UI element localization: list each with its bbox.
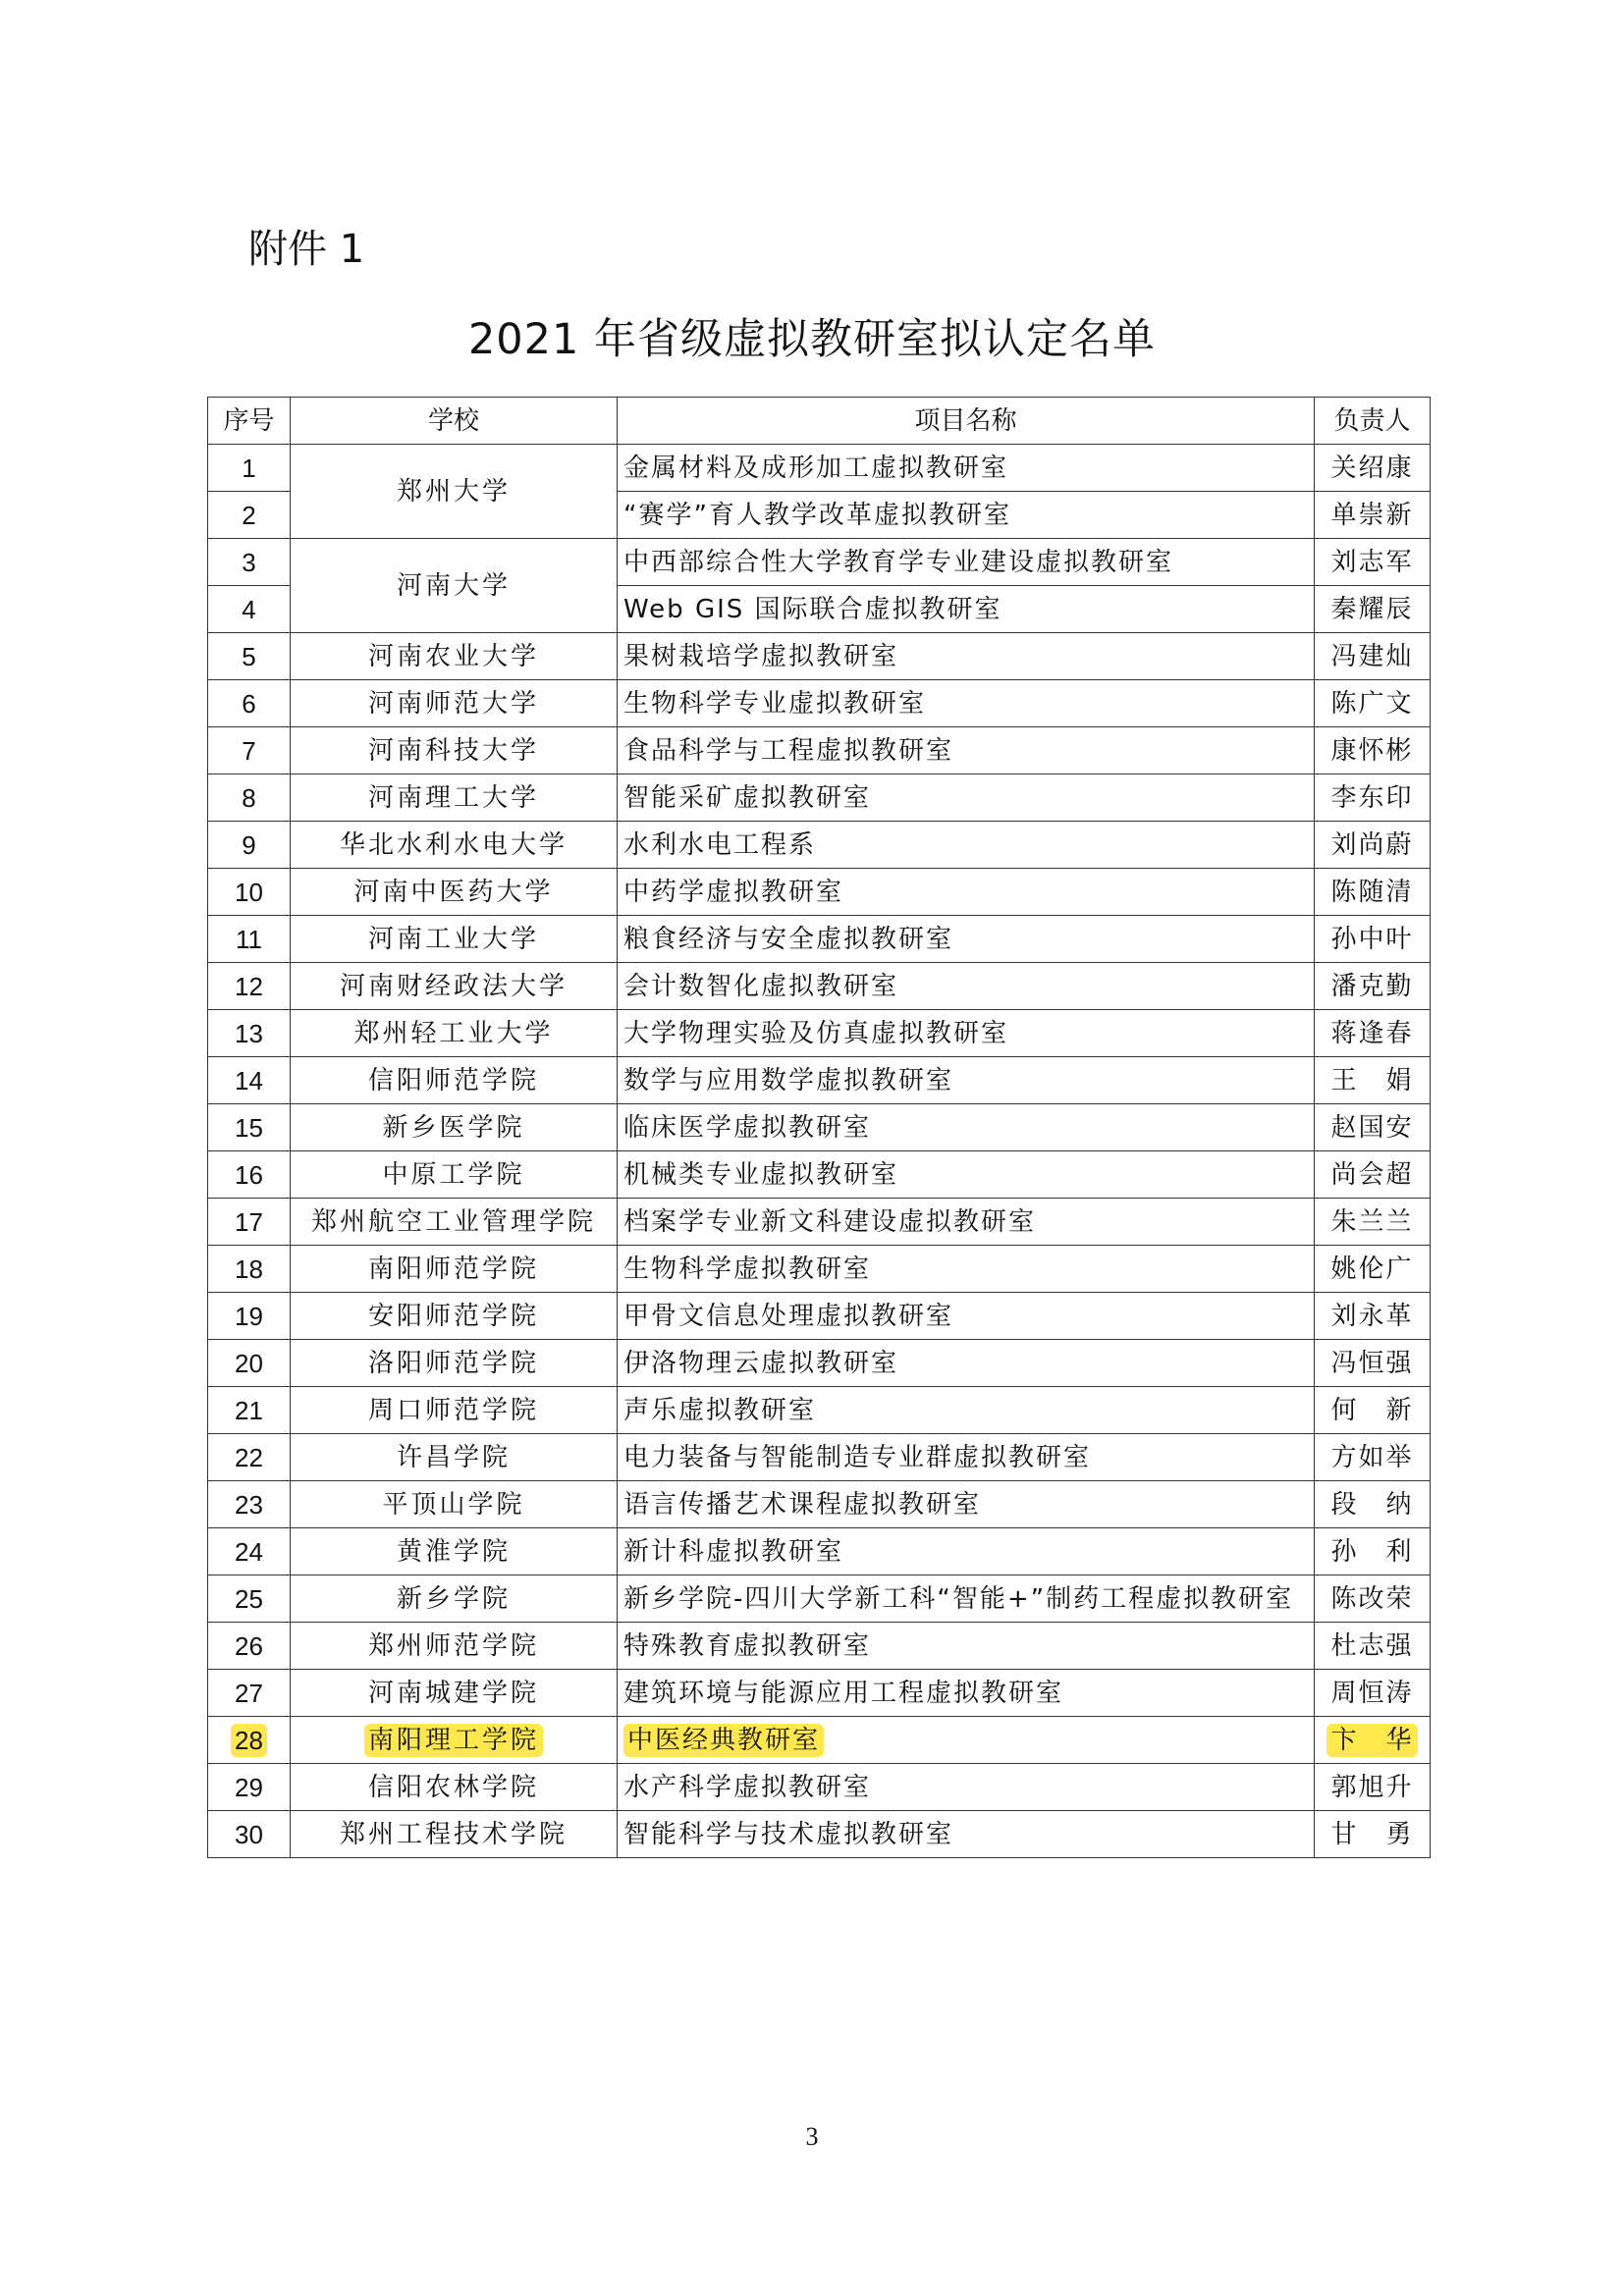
- table-row: [208, 1293, 1431, 1340]
- table-row: [208, 1670, 1431, 1717]
- project-name-cell: 新乡学院-四川大学新工科“智能+”制药工程虚拟教研室: [618, 1575, 1315, 1623]
- attachment-label: 附件 1: [248, 227, 365, 272]
- school-cell: 河南中医药大学: [291, 869, 618, 916]
- table-row: [208, 1528, 1431, 1575]
- project-name-cell: 果树栽培学虚拟教研室: [618, 633, 1315, 680]
- leader-cell: 刘尚蔚: [1315, 822, 1431, 869]
- serial-number-cell: 4: [208, 586, 291, 633]
- table-row: [208, 1340, 1431, 1387]
- serial-number-cell: 22: [208, 1434, 291, 1481]
- serial-number-cell: 2: [208, 492, 291, 539]
- serial-number-cell: 21: [208, 1387, 291, 1434]
- project-name-cell: 生物科学虚拟教研室: [618, 1246, 1315, 1293]
- leader-cell: 段 纳: [1315, 1481, 1431, 1528]
- table-row: [208, 633, 1431, 680]
- school-cell: 郑州师范学院: [291, 1623, 618, 1670]
- table-row: [208, 1481, 1431, 1528]
- serial-number-cell: 1: [208, 445, 291, 492]
- leader-cell: [1315, 1717, 1431, 1764]
- school-cell: [291, 1717, 618, 1764]
- project-name-cell: 甲骨文信息处理虚拟教研室: [618, 1293, 1315, 1340]
- project-name-cell: 水利水电工程系: [618, 822, 1315, 869]
- table-header-row: [208, 398, 1431, 445]
- project-name-cell: 中药学虚拟教研室: [618, 869, 1315, 916]
- highlight-mark: 卞 华: [1326, 1724, 1417, 1757]
- document-title: 2021 年省级虚拟教研室拟认定名单: [467, 315, 1157, 364]
- table-row: [208, 1717, 1431, 1764]
- table-row: [208, 727, 1431, 774]
- highlight-mark: 中医经典教研室: [623, 1724, 824, 1757]
- leader-cell: 赵国安: [1315, 1104, 1431, 1151]
- serial-number-cell: 6: [208, 680, 291, 727]
- project-name-cell: 金属材料及成形加工虚拟教研室: [618, 445, 1315, 492]
- leader-cell: 康怀彬: [1315, 727, 1431, 774]
- project-name-cell: 大学物理实验及仿真虚拟教研室: [618, 1010, 1315, 1057]
- serial-number-cell: 8: [208, 774, 291, 822]
- table-row: [208, 1246, 1431, 1293]
- serial-number-cell: 10: [208, 869, 291, 916]
- project-name-cell: [618, 1717, 1315, 1764]
- school-cell: 河南科技大学: [291, 727, 618, 774]
- leader-cell: 郭旭升: [1315, 1764, 1431, 1811]
- leader-cell: 朱兰兰: [1315, 1199, 1431, 1246]
- school-cell: 平顶山学院: [291, 1481, 618, 1528]
- highlight-mark: 南阳理工学院: [364, 1724, 543, 1757]
- leader-cell: 潘克勤: [1315, 963, 1431, 1010]
- project-name-cell: 语言传播艺术课程虚拟教研室: [618, 1481, 1315, 1528]
- project-name-cell: 伊洛物理云虚拟教研室: [618, 1340, 1315, 1387]
- school-cell: 周口师范学院: [291, 1387, 618, 1434]
- serial-number-cell: 19: [208, 1293, 291, 1340]
- serial-number-cell: 26: [208, 1623, 291, 1670]
- header-leader: 负责人: [1315, 398, 1431, 445]
- leader-cell: 何 新: [1315, 1387, 1431, 1434]
- school-cell: 华北水利水电大学: [291, 822, 618, 869]
- serial-number-cell: 23: [208, 1481, 291, 1528]
- table-row: [208, 1764, 1431, 1811]
- school-cell: 郑州工程技术学院: [291, 1811, 618, 1858]
- leader-cell: 陈广文: [1315, 680, 1431, 727]
- serial-number-cell: 9: [208, 822, 291, 869]
- project-name-cell: Web GIS 国际联合虚拟教研室: [618, 586, 1315, 633]
- serial-number-cell: 11: [208, 916, 291, 963]
- serial-number-cell: 25: [208, 1575, 291, 1623]
- project-name-cell: 电力装备与智能制造专业群虚拟教研室: [618, 1434, 1315, 1481]
- serial-number-cell: 14: [208, 1057, 291, 1104]
- project-name-cell: “赛学”育人教学改革虚拟教研室: [618, 492, 1315, 539]
- project-name-cell: 特殊教育虚拟教研室: [618, 1623, 1315, 1670]
- leader-cell: 尚会超: [1315, 1151, 1431, 1199]
- project-name-cell: 智能采矿虚拟教研室: [618, 774, 1315, 822]
- leader-cell: 蒋逢春: [1315, 1010, 1431, 1057]
- table-row: [208, 822, 1431, 869]
- leader-cell: 李东印: [1315, 774, 1431, 822]
- table-row: [208, 539, 1431, 586]
- serial-number-cell: 24: [208, 1528, 291, 1575]
- table-row: [208, 445, 1431, 492]
- table-row: [208, 1057, 1431, 1104]
- leader-cell: 冯建灿: [1315, 633, 1431, 680]
- school-cell: 河南农业大学: [291, 633, 618, 680]
- page-number: 3: [805, 2122, 819, 2151]
- serial-number-cell: 17: [208, 1199, 291, 1246]
- serial-number-cell: 3: [208, 539, 291, 586]
- school-cell: 安阳师范学院: [291, 1293, 618, 1340]
- table-row: [208, 1104, 1431, 1151]
- table-row: [208, 1199, 1431, 1246]
- header-serial-number: 序号: [208, 398, 291, 445]
- project-name-cell: 粮食经济与安全虚拟教研室: [618, 916, 1315, 963]
- serial-number-cell: 29: [208, 1764, 291, 1811]
- serial-number-cell: 30: [208, 1811, 291, 1858]
- school-cell: 新乡医学院: [291, 1104, 618, 1151]
- table-row: [208, 916, 1431, 963]
- school-cell: 河南财经政法大学: [291, 963, 618, 1010]
- serial-number-cell: 27: [208, 1670, 291, 1717]
- table-row: [208, 1434, 1431, 1481]
- serial-number-cell: [208, 1717, 291, 1764]
- table-row: [208, 1010, 1431, 1057]
- project-name-cell: 临床医学虚拟教研室: [618, 1104, 1315, 1151]
- leader-cell: 周恒涛: [1315, 1670, 1431, 1717]
- leader-cell: 王 娟: [1315, 1057, 1431, 1104]
- serial-number-cell: 18: [208, 1246, 291, 1293]
- highlight-mark: 28: [231, 1724, 267, 1757]
- project-name-cell: 建筑环境与能源应用工程虚拟教研室: [618, 1670, 1315, 1717]
- serial-number-cell: 5: [208, 633, 291, 680]
- header-project-name: 项目名称: [618, 398, 1315, 445]
- school-cell: 郑州轻工业大学: [291, 1010, 618, 1057]
- school-cell: 郑州航空工业管理学院: [291, 1199, 618, 1246]
- leader-cell: 冯恒强: [1315, 1340, 1431, 1387]
- school-cell: 河南工业大学: [291, 916, 618, 963]
- school-cell: 洛阳师范学院: [291, 1340, 618, 1387]
- leader-cell: 单崇新: [1315, 492, 1431, 539]
- school-cell: 河南城建学院: [291, 1670, 618, 1717]
- leader-cell: 陈改荣: [1315, 1575, 1431, 1623]
- leader-cell: 陈随清: [1315, 869, 1431, 916]
- school-cell: 郑州大学: [291, 445, 618, 539]
- school-cell: 河南大学: [291, 539, 618, 633]
- table-body: [208, 445, 1431, 1858]
- leader-cell: 孙中叶: [1315, 916, 1431, 963]
- school-cell: 南阳师范学院: [291, 1246, 618, 1293]
- leader-cell: 姚伦广: [1315, 1246, 1431, 1293]
- school-cell: 新乡学院: [291, 1575, 618, 1623]
- school-cell: 许昌学院: [291, 1434, 618, 1481]
- table-row: [208, 1151, 1431, 1199]
- serial-number-cell: 16: [208, 1151, 291, 1199]
- project-name-cell: 机械类专业虚拟教研室: [618, 1151, 1315, 1199]
- leader-cell: 秦耀辰: [1315, 586, 1431, 633]
- project-name-cell: 中西部综合性大学教育学专业建设虚拟教研室: [618, 539, 1315, 586]
- table-row: [208, 680, 1431, 727]
- project-name-cell: 会计数智化虚拟教研室: [618, 963, 1315, 1010]
- table-row: [208, 1811, 1431, 1858]
- project-name-cell: 声乐虚拟教研室: [618, 1387, 1315, 1434]
- leader-cell: 甘 勇: [1315, 1811, 1431, 1858]
- serial-number-cell: 15: [208, 1104, 291, 1151]
- table-row: [208, 1623, 1431, 1670]
- school-cell: 河南理工大学: [291, 774, 618, 822]
- project-name-cell: 智能科学与技术虚拟教研室: [618, 1811, 1315, 1858]
- leader-cell: 孙 利: [1315, 1528, 1431, 1575]
- school-cell: 信阳师范学院: [291, 1057, 618, 1104]
- serial-number-cell: 7: [208, 727, 291, 774]
- table-row: [208, 1387, 1431, 1434]
- project-name-cell: 数学与应用数学虚拟教研室: [618, 1057, 1315, 1104]
- school-cell: 信阳农林学院: [291, 1764, 618, 1811]
- table-row: [208, 963, 1431, 1010]
- leader-cell: 刘志军: [1315, 539, 1431, 586]
- project-name-cell: 新计科虚拟教研室: [618, 1528, 1315, 1575]
- leader-cell: 方如举: [1315, 1434, 1431, 1481]
- leader-cell: 刘永革: [1315, 1293, 1431, 1340]
- school-cell: 河南师范大学: [291, 680, 618, 727]
- project-name-cell: 档案学专业新文科建设虚拟教研室: [618, 1199, 1315, 1246]
- table-row: [208, 869, 1431, 916]
- serial-number-cell: 13: [208, 1010, 291, 1057]
- serial-number-cell: 12: [208, 963, 291, 1010]
- leader-cell: 关绍康: [1315, 445, 1431, 492]
- school-cell: 中原工学院: [291, 1151, 618, 1199]
- table-row: [208, 1575, 1431, 1623]
- table-row: [208, 774, 1431, 822]
- school-cell: 黄淮学院: [291, 1528, 618, 1575]
- serial-number-cell: 20: [208, 1340, 291, 1387]
- project-name-cell: 生物科学专业虚拟教研室: [618, 680, 1315, 727]
- leader-cell: 杜志强: [1315, 1623, 1431, 1670]
- header-school: 学校: [291, 398, 618, 445]
- project-name-cell: 水产科学虚拟教研室: [618, 1764, 1315, 1811]
- roster-table: [207, 397, 1431, 1858]
- project-name-cell: 食品科学与工程虚拟教研室: [618, 727, 1315, 774]
